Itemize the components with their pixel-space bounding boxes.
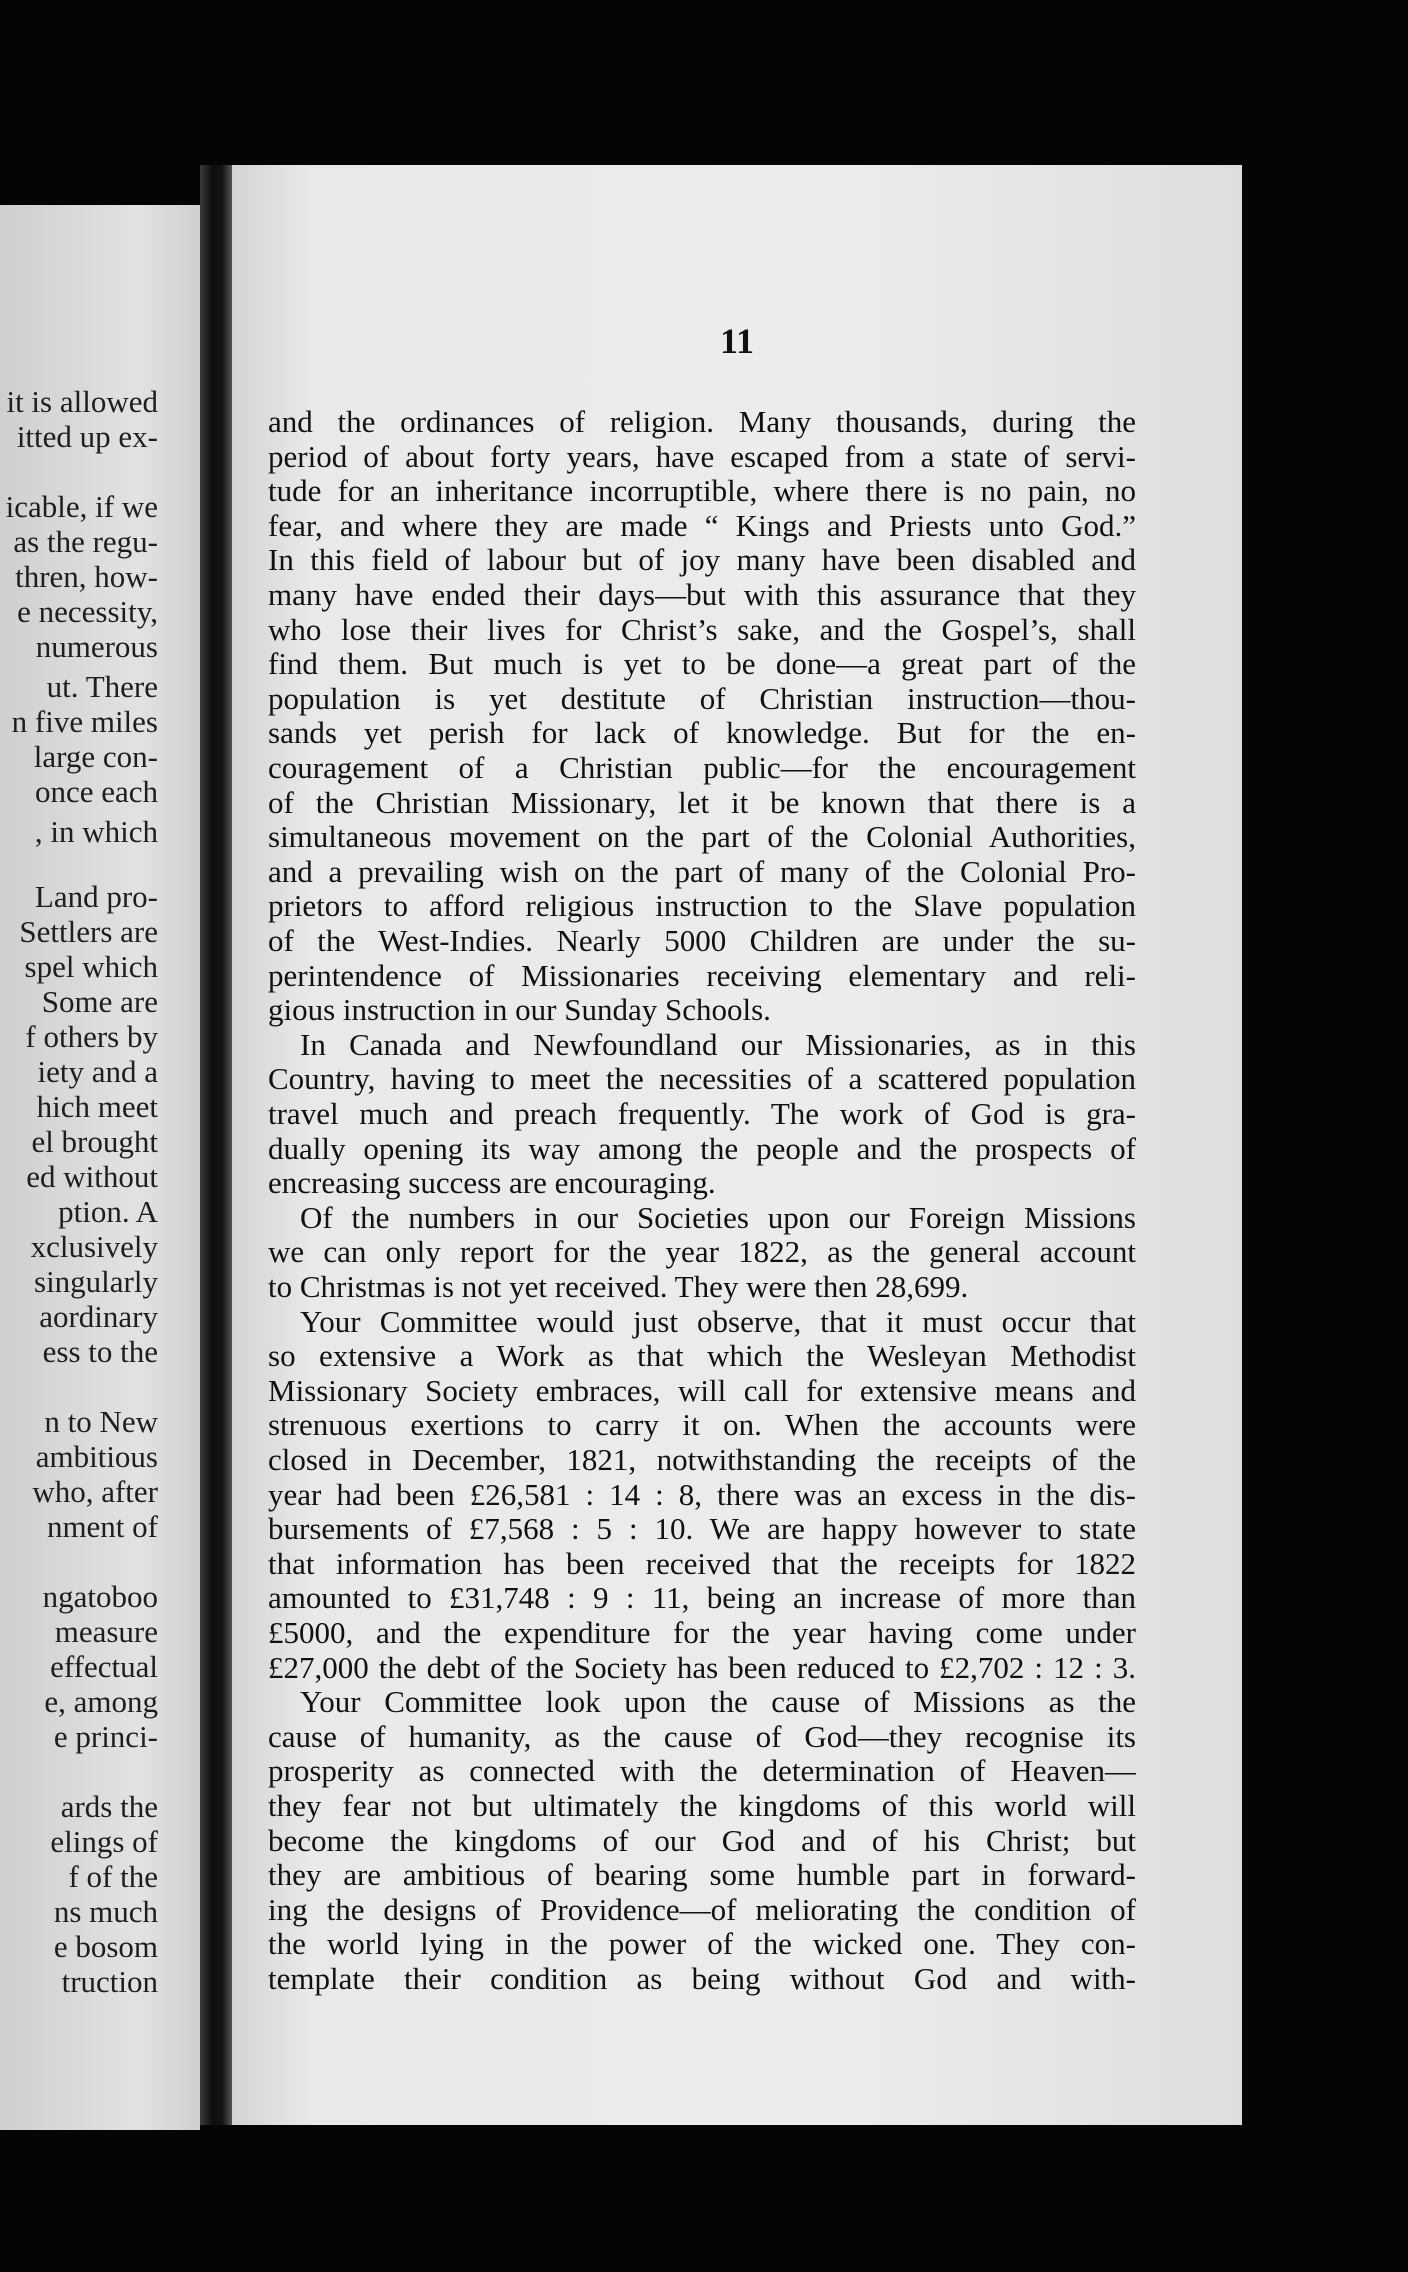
left-page-fragment: itted up ex-: [16, 419, 158, 454]
body-text-line: In this field of labour but of joy many have been disabled and: [268, 543, 1136, 577]
left-page-fragment: singularly: [34, 1264, 158, 1299]
left-page-fragment: large con-: [33, 739, 158, 774]
body-text-line: and the ordinances of religion. Many thousands, during the: [268, 405, 1136, 439]
body-text-line: the world lying in the power of the wicked one. They con-: [268, 1927, 1136, 1961]
left-page-fragment: xclusively: [30, 1229, 158, 1264]
left-page-fragment: it is allowed: [6, 384, 158, 419]
left-page-fragment: el brought: [31, 1124, 158, 1159]
left-page-fragment: as the regu-: [13, 524, 158, 559]
body-text-line: fear, and where they are made “ Kings and Priests unto God.”: [268, 509, 1136, 543]
left-page-fragment: n to New: [44, 1404, 158, 1439]
left-page-fragment: numerous: [35, 629, 158, 664]
left-page-fragment: e bosom: [53, 1929, 158, 1964]
body-text-line: of the West-Indies. Nearly 5000 Children are under the su-: [268, 924, 1136, 958]
body-text-line: £5000, and the expenditure for the year having come under: [268, 1616, 1136, 1650]
left-page-fragment: n five miles: [11, 704, 158, 739]
left-page-fragment: ards the: [60, 1789, 158, 1824]
left-page-fragment: Land pro-: [34, 879, 158, 914]
body-text-line: dually opening its way among the people and the prospects of: [268, 1132, 1136, 1166]
body-text-line: prosperity as connected with the determination of Heaven—: [268, 1754, 1136, 1788]
body-text-line: travel much and preach frequently. The work of God is gra-: [268, 1097, 1136, 1131]
body-text-line: they are ambitious of bearing some humble part in forward-: [268, 1858, 1136, 1892]
body-text-line: year had been £26,581 : 14 : 8, there was an excess in the dis-: [268, 1478, 1136, 1512]
body-text-line: bursements of £7,568 : 5 : 10. We are happy however to state: [268, 1512, 1136, 1546]
body-text-line: we can only report for the year 1822, as the general account: [268, 1235, 1136, 1269]
left-page-fragment: e, among: [44, 1684, 158, 1719]
body-text-line: ing the designs of Providence—of meliorating the condition of: [268, 1893, 1136, 1927]
left-page-fragment: Some are: [41, 984, 158, 1019]
left-page-fragment: once each: [34, 774, 158, 809]
left-page-fragment: ed without: [26, 1159, 158, 1194]
body-text-line: who lose their lives for Christ’s sake, and the Gospel’s, shall: [268, 613, 1136, 647]
left-page-fragment: f others by: [25, 1019, 158, 1054]
left-page-fragment: hich meet: [36, 1089, 158, 1124]
left-page-fragment: aordinary: [39, 1299, 158, 1334]
body-text-line: sands yet perish for lack of knowledge. But for the en-: [268, 716, 1136, 750]
left-page-fragment: ngatoboo: [42, 1579, 158, 1614]
left-page-fragment: truction: [61, 1964, 158, 1999]
body-text-line: simultaneous movement on the part of the Colonial Authorities,: [268, 820, 1136, 854]
body-text-line: tude for an inheritance incorruptible, where there is no pain, no: [268, 474, 1136, 508]
body-text-line: Your Committee look upon the cause of Missions as the: [300, 1685, 1136, 1719]
left-page-fragment: e princi-: [53, 1719, 158, 1754]
body-text-line: become the kingdoms of our God and of his Christ; but: [268, 1824, 1136, 1858]
left-page-fragment: ambitious: [35, 1439, 158, 1474]
body-text-line: they fear not but ultimately the kingdoms of this world will: [268, 1789, 1136, 1823]
left-page-fragment: measure: [54, 1614, 158, 1649]
body-text-line: £27,000 the debt of the Society has been reduced to £2,702 : 12 : 3.: [268, 1651, 1136, 1685]
body-text-line: perintendence of Missionaries receiving elementary and reli-: [268, 959, 1136, 993]
body-text-line: and a prevailing wish on the part of many of the Colonial Pro-: [268, 855, 1136, 889]
left-page-fragment: f of the: [68, 1859, 158, 1894]
body-text-line: that information has been received that the receipts for 1822: [268, 1547, 1136, 1581]
left-page: [0, 205, 200, 2130]
left-page-fragment: who, after: [32, 1474, 158, 1509]
body-text-line: find them. But much is yet to be done—a great part of the: [268, 647, 1136, 681]
body-text-line: template their condition as being without God and with-: [268, 1962, 1136, 1996]
body-text-line: of the Christian Missionary, let it be known that there is a: [268, 786, 1136, 820]
left-page-fragment: , in which: [34, 814, 158, 849]
body-text-line: encreasing success are encouraging.: [268, 1166, 716, 1200]
body-text-line: to Christmas is not yet received. They were then 28,699.: [268, 1270, 969, 1304]
body-text-line: cause of humanity, as the cause of God—they recognise its: [268, 1720, 1136, 1754]
body-text-line: Your Committee would just observe, that it must occur that: [300, 1305, 1136, 1339]
body-text-line: so extensive a Work as that which the Wesleyan Methodist: [268, 1339, 1136, 1373]
body-text-line: Of the numbers in our Societies upon our Foreign Missions: [300, 1201, 1136, 1235]
body-text-line: amounted to £31,748 : 9 : 11, being an increase of more than: [268, 1581, 1136, 1615]
body-text-line: population is yet destitute of Christian instruction—thou-: [268, 682, 1136, 716]
left-page-fragment: icable, if we: [5, 489, 158, 524]
body-text-line: period of about forty years, have escaped from a state of servi-: [268, 440, 1136, 474]
book-gutter: [200, 165, 232, 2125]
left-page-fragment: Settlers are: [19, 914, 158, 949]
right-page: [232, 165, 1242, 2125]
body-text-line: strenuous exertions to carry it on. When the accounts were: [268, 1408, 1136, 1442]
left-page-fragment: ess to the: [42, 1334, 158, 1369]
body-text-line: closed in December, 1821, notwithstanding the receipts of the: [268, 1443, 1136, 1477]
body-text-line: many have ended their days—but with this assurance that they: [268, 578, 1136, 612]
body-text-line: couragement of a Christian public—for the encouragement: [268, 751, 1136, 785]
page-number: 11: [719, 321, 754, 361]
left-page-fragment: ns much: [53, 1894, 158, 1929]
body-text-line: In Canada and Newfoundland our Missionaries, as in this: [300, 1028, 1136, 1062]
body-text-line: Country, having to meet the necessities of a scattered population: [268, 1062, 1136, 1096]
left-page-fragment: spel which: [24, 949, 158, 984]
body-text-line: gious instruction in our Sunday Schools.: [268, 993, 771, 1027]
left-page-fragment: nment of: [46, 1509, 158, 1544]
left-page-fragment: ut. There: [46, 669, 158, 704]
left-page-fragment: effectual: [50, 1649, 158, 1684]
body-text-line: prietors to afford religious instruction to the Slave population: [268, 889, 1136, 923]
left-page-fragment: e necessity,: [17, 594, 158, 629]
left-page-fragment: elings of: [50, 1824, 158, 1859]
left-page-fragment: iety and a: [37, 1054, 158, 1089]
left-page-fragment: thren, how-: [15, 559, 158, 594]
body-text-line: Missionary Society embraces, will call for extensive means and: [268, 1374, 1136, 1408]
left-page-fragment: ption. A: [58, 1194, 158, 1229]
